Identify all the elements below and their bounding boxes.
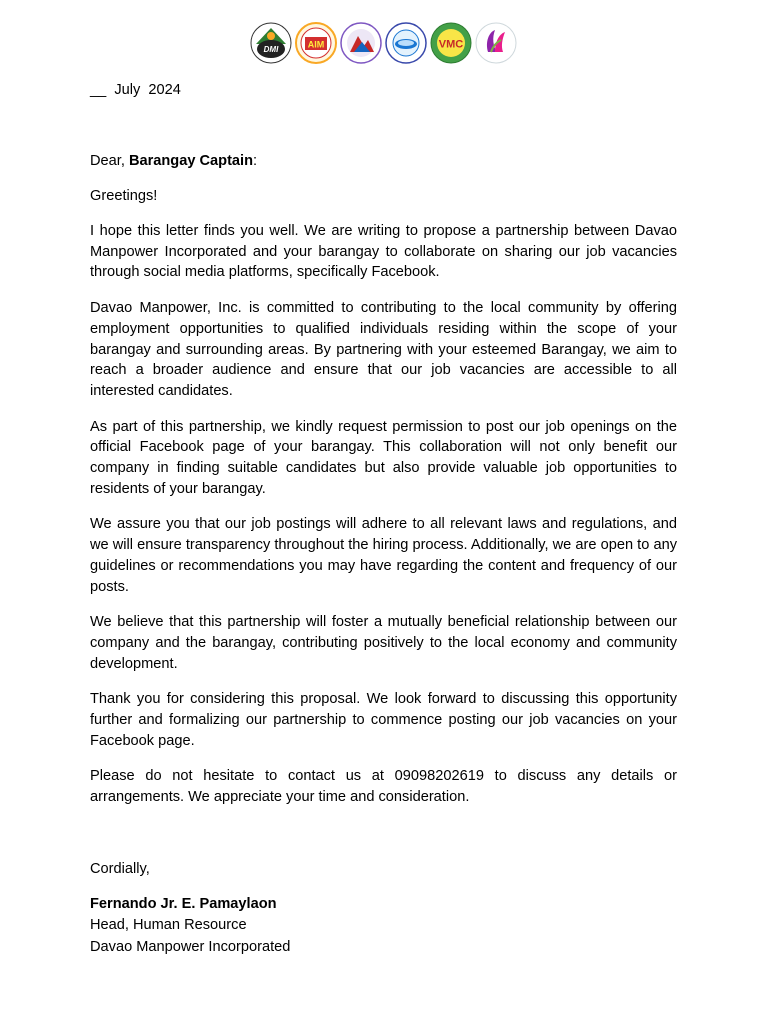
signature-block [90, 894, 677, 959]
service-logo-4 [385, 22, 427, 64]
service-logo-3 [340, 22, 382, 64]
salutation-recipient: Barangay Captain [128, 153, 254, 169]
dmi-logo [250, 22, 292, 64]
letter-date: __ July 2024 [90, 82, 181, 98]
service-logo-6 [475, 22, 517, 64]
vmc-logo [430, 22, 472, 64]
salutation-suffix: : [253, 153, 258, 169]
signatory-title: Head, Human Resource [90, 917, 247, 934]
letter-body [90, 80, 677, 958]
paragraph-assurance: We assure you that our job postings will adhere to all relevant laws and regulations, and we will ensure transparency throughout the hiring process. Additionally, we are open to any guidelines or recommendations you may have regarding the content and frequency of our posts. [90, 516, 677, 595]
paragraph-contact: Please do not hesitate to contact us at 09098202619 to discuss any details or arrangements. We appreciate your time and consideration. [90, 768, 677, 806]
signatory-company: Davao Manpower Incorporated [90, 938, 291, 955]
paragraph-thanks: Thank you for considering this proposal. We look forward to discussing this opportunity further and formalizing our partnership to commence posting our job vacancies on your Facebook page. [90, 691, 677, 749]
paragraph-commitment: Davao Manpower, Inc. is committed to contributing to the local community by offering employment opportunities to qualified individuals residing within the scope of your barangay and surrounding areas. By partnering with your esteemed Barangay, we aim to reach a broader audience and ensure that our job vacancies are accessible to all interested candidates. [90, 300, 677, 399]
closing: Cordially, [90, 860, 150, 877]
dmi-logo-text: DMI [263, 45, 279, 54]
logo-strip [250, 18, 520, 68]
paragraph-benefit: We believe that this partnership will foster a mutually beneficial relationship between our company and the barangay, contributing positively to the local economy and community development. [90, 614, 677, 672]
salutation-prefix: Dear, [90, 153, 129, 169]
vmc-logo-text: VMC [438, 38, 464, 51]
paragraph-intro: I hope this letter finds you well. We are writing to propose a partnership between Davao Manpower Incorporated and your barangay to collaborate on sharing our job vacancies through social media platforms, specifically Facebook. [90, 223, 677, 281]
signatory-name-text: Fernando Jr. E. Pamaylaon [90, 895, 277, 912]
greeting: Greetings! [90, 188, 158, 204]
signatory-name [90, 894, 677, 916]
aim-logo [295, 22, 337, 64]
aim-logo-text: AIM [307, 39, 325, 50]
paragraph-request: As part of this partnership, we kindly request permission to post our job openings on the official Facebook page of your barangay. This collaboration will not only benefit our company in finding suitable candidates but also provide valuable job opportunities to residents of your barangay. [90, 418, 677, 497]
salutation [90, 151, 677, 171]
